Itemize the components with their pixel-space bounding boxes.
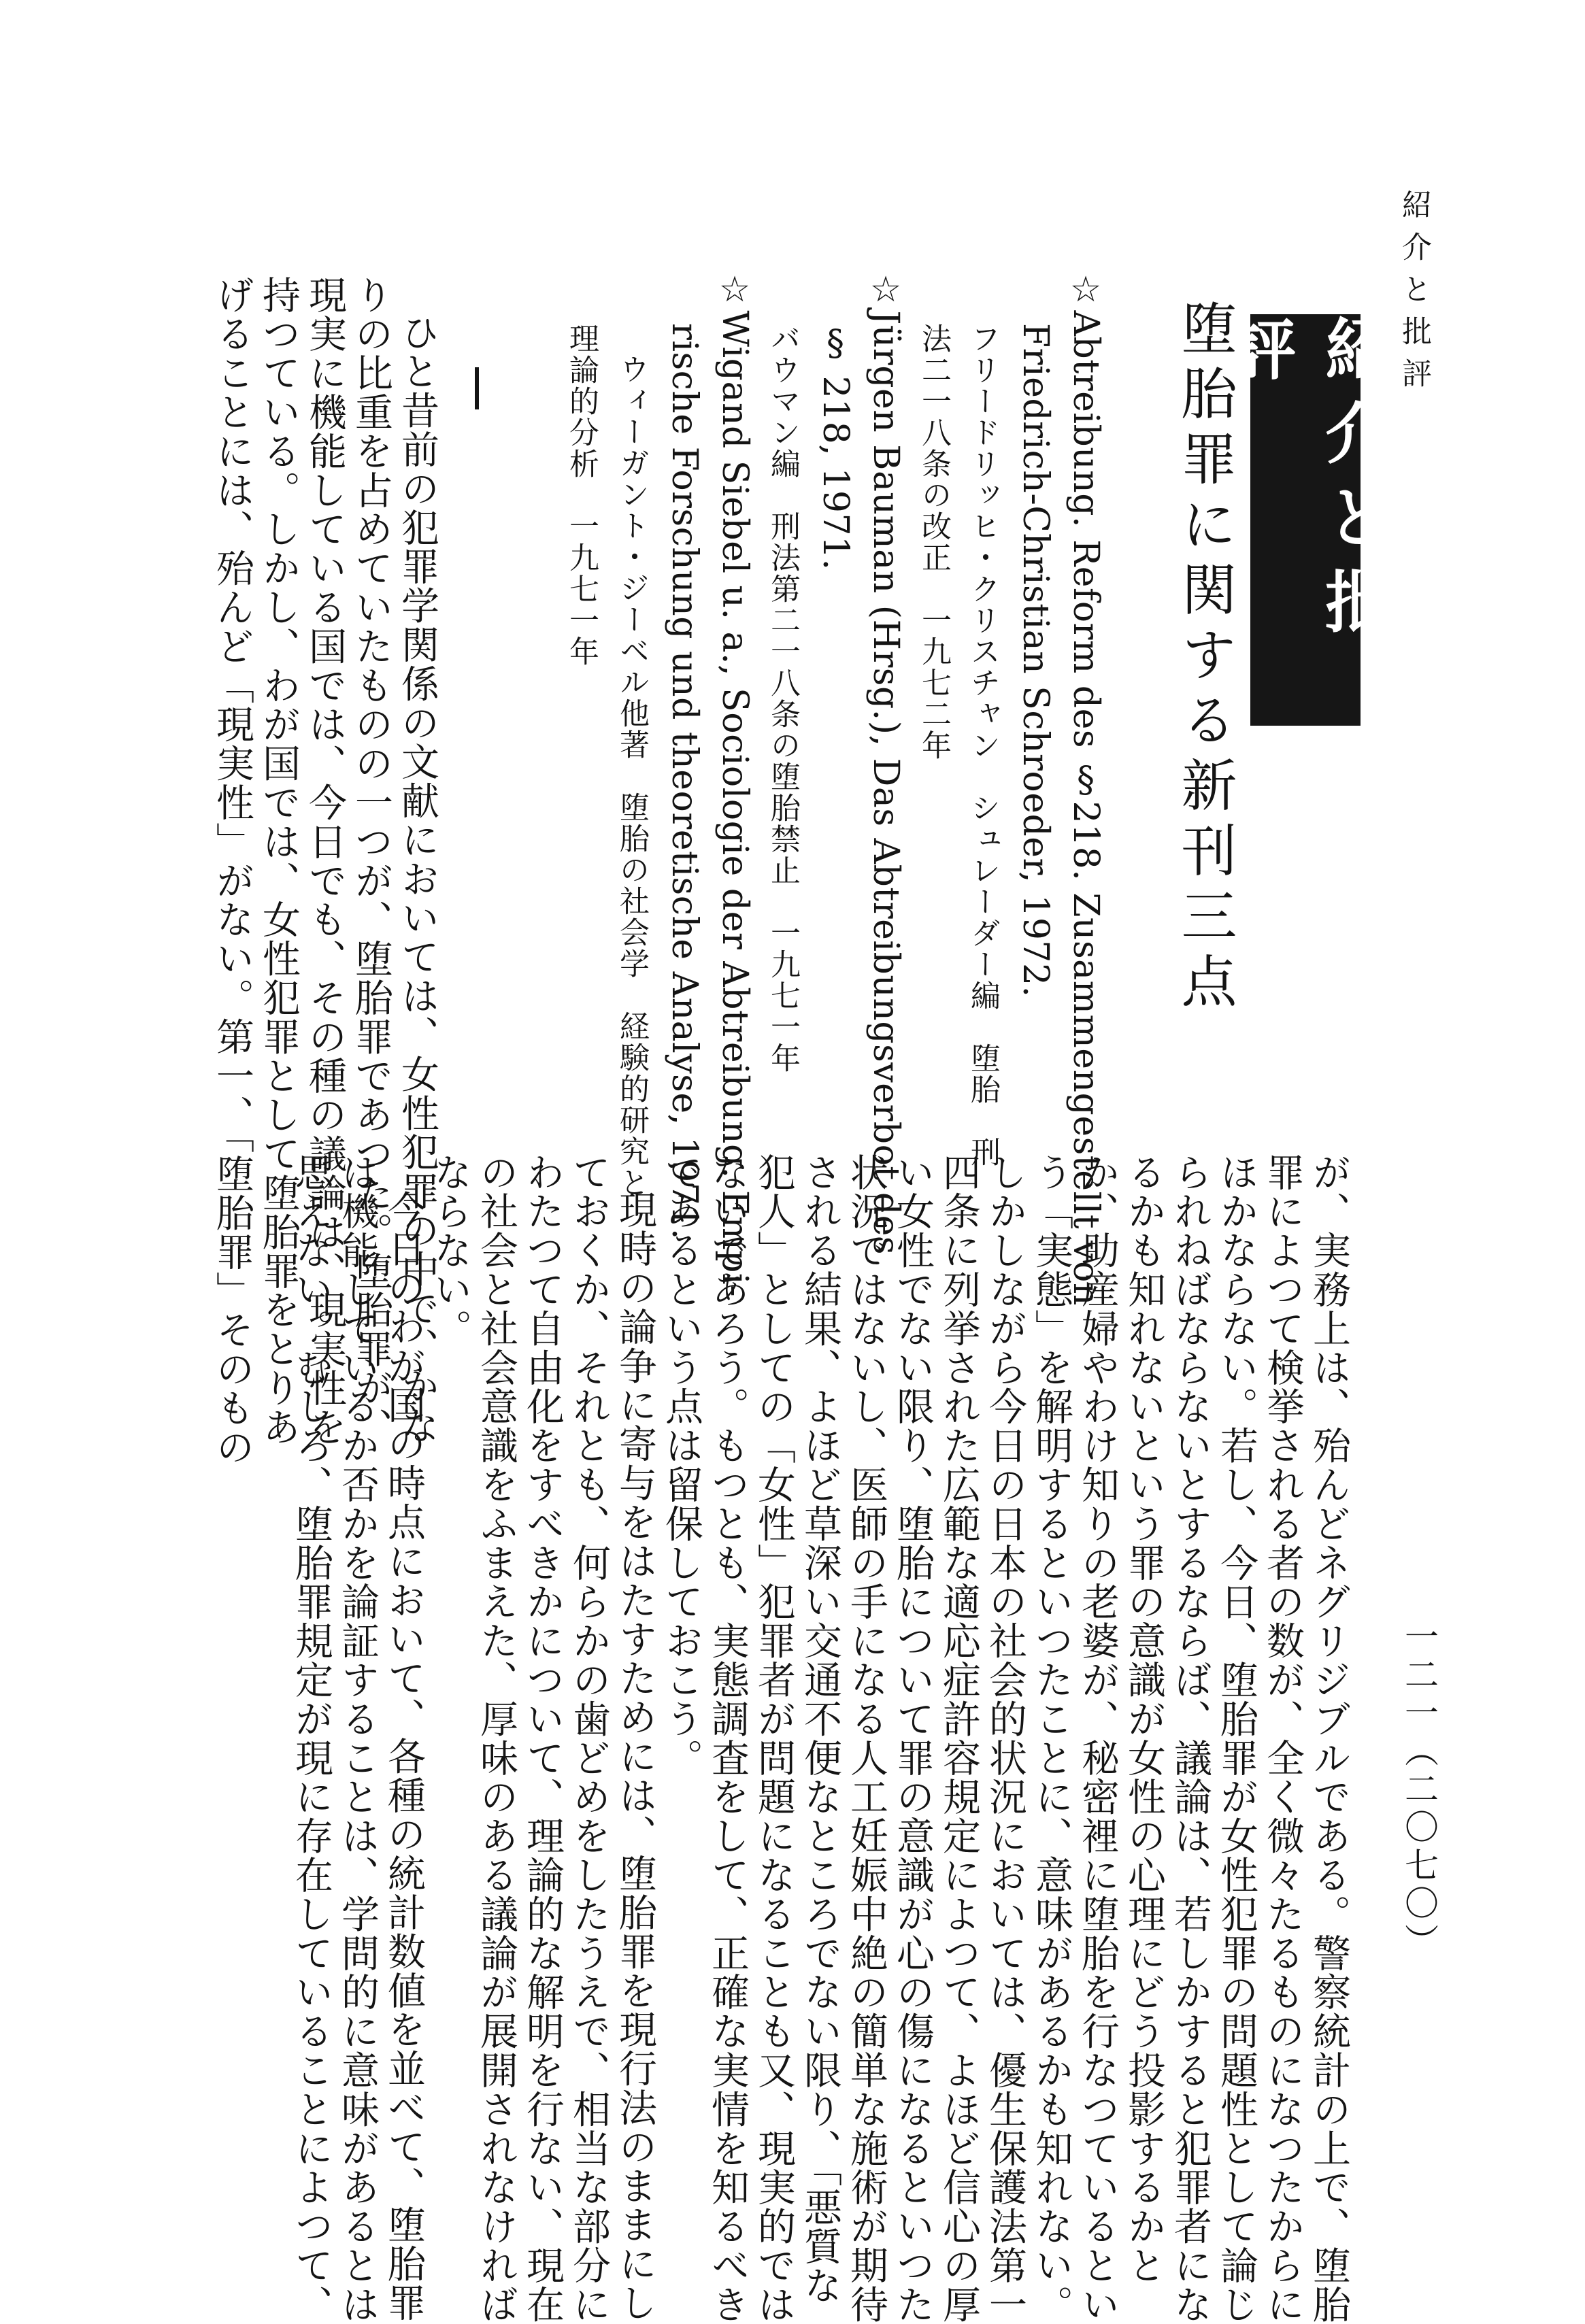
- upper-line-9: 四条に列挙された広範な適応症許容規定によつて、よほど信心の厚: [937, 1153, 981, 2324]
- book-1-main: ☆Abtreibung. Reform des §218. Zusammengestellt von: [1065, 269, 1106, 1306]
- upper-line-10: い女性でない限り、堕胎について罪の意識が心の傷になるといつた: [890, 1153, 935, 2324]
- book-2-main: ☆Jürgen Bauman (Hrsg.), Das Abtreibungsverbot des: [865, 269, 906, 1256]
- upper-line-23: 思えない。むしろ、堕胎罪規定が現に存在していることによつて、: [289, 1153, 333, 2324]
- upper-line-3: ほかならない。若し、今日、堕胎罪が女性犯罪の問題性として論じ: [1214, 1153, 1258, 2324]
- upper-line-19: の社会と社会意識をふまえた、厚味のある議論が展開されなければ: [474, 1153, 518, 2324]
- upper-line-14: ないであろう。もつとも、実態調査をして、正確な実情を知るべき: [705, 1153, 750, 2324]
- upper-line-8: しかしながら今日の日本の社会的状況においては、優生保護法第一: [983, 1153, 1027, 2324]
- book-2-translation: バウマン編 刑法第二一八条の堕胎禁止 一九七一年: [765, 323, 800, 1074]
- section-banner: 紹介と批評: [1250, 314, 1361, 726]
- lower-line-4: 持つている。しかし、わが国では、女性犯罪として堕胎罪をとりあ: [256, 275, 301, 1447]
- book-3-translation: ウィーガント・ジーベル他著 堕胎の社会学 経験的研究と: [614, 354, 649, 1198]
- upper-line-20: ならない。: [428, 1153, 472, 1348]
- book-1-translation: フリードリッヒ・クリスチャン シュレーダー編 堕胎 刑: [965, 323, 1000, 1168]
- article-title: 堕胎罪に関する新刊三点: [1172, 299, 1237, 1017]
- book-1-translation-cont: 法二一八条の改正 一九七二年: [916, 323, 951, 761]
- upper-line-18: わたつて自由化をすべきかについて、理論的な解明を行ない、現在: [520, 1153, 565, 2324]
- upper-line-5: るかも知れないという罪の意識が女性の心理にどう投影するかと: [1122, 1153, 1166, 2285]
- upper-line-22: は機能しているか否かを論証することは、学問的に意味があるとは: [335, 1153, 380, 2324]
- upper-line-11: 状況ではないし、医師の手になる人工妊娠中絶の簡単な施術が期待: [844, 1153, 888, 2324]
- lower-line-5: げることには、殆んど「現実性」がない。第一、「堕胎罪」そのもの: [210, 275, 254, 1467]
- upper-line-1: が、実務上は、殆んどネグリジブルである。警察統計の上で、堕胎: [1307, 1153, 1351, 2324]
- lower-line-1: ひと昔前の犯罪学関係の文献においては、女性犯罪の中で、かな: [395, 313, 439, 1445]
- upper-line-21: 今日のわが国の時点において、各種の統計数値を並べて、堕胎罪: [382, 1190, 426, 2323]
- upper-line-6: か、助産婦やわけ知りの老婆が、秘密裡に堕胎を行なつているとい: [1075, 1153, 1120, 2324]
- upper-line-12: される結果、よほど草深い交通不便なところでない限り、「悪質な: [798, 1153, 842, 2305]
- page-number: 一二一（二〇七〇）: [1399, 1619, 1439, 1961]
- running-head: 紹介と批評: [1397, 189, 1431, 400]
- book-3-main: ☆Wigand Siebel u. a., Sociologie der Abtreibung. Empi-: [714, 269, 755, 1298]
- book-3-main-cont: rische Forschung und theoretische Analyse, 1971.: [664, 323, 705, 1241]
- book-1-main-cont: Friedrich-Christian Schroeder, 1972.: [1015, 323, 1056, 998]
- upper-line-7: う「実態」を解明するといつたことに、意味があるかも知れない。: [1029, 1153, 1073, 2324]
- upper-line-17: ておくか、それとも、何らかの歯どめをしたうえで、相当な部分に: [567, 1153, 611, 2324]
- lower-line-3: 現実に機能している国では、今日でも、その種の議論は、現実性を: [303, 275, 347, 1447]
- upper-line-16: 現時の論争に寄与をはたすためには、堕胎罪を現行法のままにし: [613, 1190, 657, 2323]
- section-number-one: [475, 367, 479, 409]
- upper-line-2: 罪によつて検挙される者の数が、全く微々たるものになつたからに: [1261, 1153, 1305, 2324]
- book-2-main-cont: § 218, 1971.: [815, 323, 856, 571]
- book-3-translation-cont: 理論的分析 一九七一年: [564, 323, 599, 667]
- upper-line-13: 犯人」としての「女性」犯罪者が問題になることも又、現実的では: [752, 1153, 796, 2324]
- lower-line-2: りの比重を占めていたものの一つが、堕胎罪であつた。堕胎罪が、: [349, 275, 393, 1447]
- upper-line-15: であるという点は留保しておこう。: [659, 1153, 703, 1778]
- upper-line-4: られねばならないとするならば、議論は、若しかすると犯罪者にな: [1168, 1153, 1212, 2324]
